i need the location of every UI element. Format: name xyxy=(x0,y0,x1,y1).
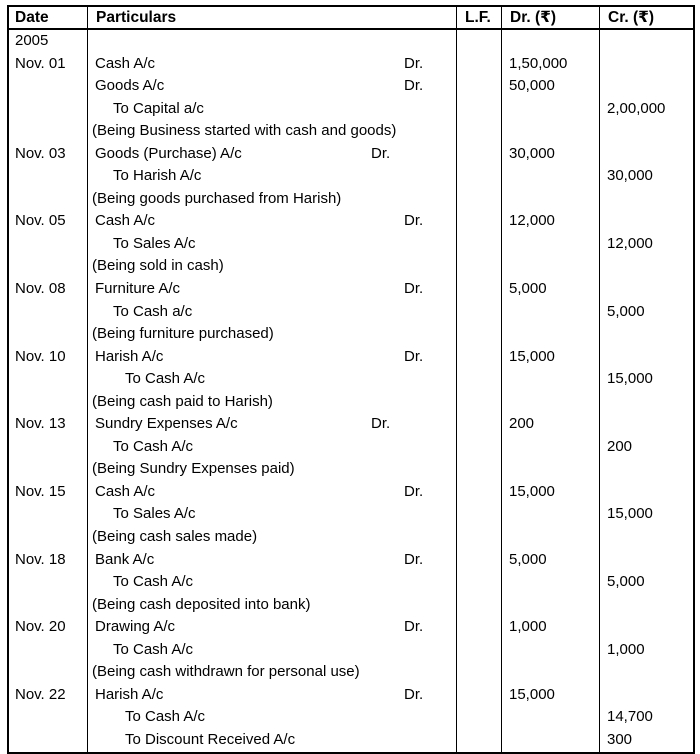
cr-amount-cell: 5,000 xyxy=(607,573,645,591)
date-cell xyxy=(9,526,88,549)
lf-cell xyxy=(457,165,502,188)
lf-cell xyxy=(457,391,502,414)
particulars-cell xyxy=(88,571,457,594)
cr-amount-cell: 15,000 xyxy=(607,505,653,523)
cr-amount-cell xyxy=(600,210,693,233)
cr-amount-cell xyxy=(600,278,693,301)
dr-amount-cell xyxy=(502,255,600,278)
date-cell xyxy=(9,368,88,391)
debit-account-text: Goods (Purchase) A/c xyxy=(95,144,242,162)
particulars-cell xyxy=(88,210,457,233)
dr-amount-cell xyxy=(502,120,600,143)
narration-text: (Being cash deposited into bank) xyxy=(92,595,311,613)
cr-amount-cell xyxy=(600,346,693,369)
particulars-cell xyxy=(88,391,457,414)
lf-cell xyxy=(457,616,502,639)
lf-cell xyxy=(457,684,502,707)
cr-amount-cell: 12,000 xyxy=(607,234,653,252)
dr-amount-cell xyxy=(502,301,600,324)
dr-amount-cell: 30,000 xyxy=(502,143,600,166)
dr-indicator: Dr. xyxy=(371,415,391,433)
col-header-particulars: Particulars xyxy=(88,7,457,30)
particulars-cell xyxy=(88,706,457,729)
debit-account-text: Cash A/c xyxy=(95,54,156,72)
credit-account-text: To Sales A/c xyxy=(113,234,196,252)
particulars-cell xyxy=(88,503,457,526)
date-cell: Nov. 05 xyxy=(9,210,88,233)
lf-cell xyxy=(457,594,502,617)
lf-cell xyxy=(457,188,502,211)
date-cell xyxy=(9,75,88,98)
dr-amount-cell: 15,000 xyxy=(502,346,600,369)
date-cell: Nov. 20 xyxy=(9,616,88,639)
cr-amount-cell xyxy=(600,255,693,278)
narration-text: (Being cash paid to Harish) xyxy=(92,392,273,410)
particulars-cell xyxy=(88,75,457,98)
particulars-cell xyxy=(88,233,457,256)
date-cell xyxy=(9,458,88,481)
lf-cell xyxy=(457,458,502,481)
dr-indicator: Dr. xyxy=(404,280,424,298)
date-cell: Nov. 22 xyxy=(9,684,88,707)
narration-text: (Being goods purchased from Harish) xyxy=(92,189,342,207)
date-cell xyxy=(9,571,88,594)
cr-amount-cell xyxy=(600,526,693,549)
particulars-cell xyxy=(88,98,457,121)
particulars-cell xyxy=(88,729,457,752)
dr-indicator: Dr. xyxy=(404,347,424,365)
lf-cell xyxy=(457,255,502,278)
date-cell xyxy=(9,661,88,684)
lf-cell xyxy=(457,30,502,53)
cr-amount-cell xyxy=(600,684,693,707)
dr-amount-cell: 5,000 xyxy=(502,549,600,572)
dr-amount-cell: 1,50,000 xyxy=(502,53,600,76)
lf-cell xyxy=(457,301,502,324)
date-cell xyxy=(9,729,88,752)
particulars-cell xyxy=(88,53,457,76)
lf-cell xyxy=(457,233,502,256)
cr-amount-cell xyxy=(600,391,693,414)
cr-amount-cell: 14,700 xyxy=(607,708,653,726)
dr-indicator: Dr. xyxy=(404,685,424,703)
debit-account-text: Goods A/c xyxy=(95,77,165,95)
col-header-dr: Dr. (₹) xyxy=(502,7,600,30)
lf-cell xyxy=(457,98,502,121)
date-cell xyxy=(9,120,88,143)
narration-text: (Being cash sales made) xyxy=(92,528,258,546)
date-cell xyxy=(9,639,88,662)
credit-account-text: To Cash A/c xyxy=(125,708,206,726)
dr-amount-cell xyxy=(502,661,600,684)
date-cell xyxy=(9,301,88,324)
cr-amount-cell xyxy=(600,53,693,76)
credit-account-text: To Cash A/c xyxy=(113,437,194,455)
particulars-cell xyxy=(88,165,457,188)
dr-amount-cell xyxy=(502,436,600,459)
cr-amount-cell: 1,000 xyxy=(607,640,645,658)
date-cell xyxy=(9,503,88,526)
cr-amount-cell xyxy=(600,30,693,53)
cr-amount-cell xyxy=(600,188,693,211)
particulars-cell xyxy=(88,436,457,459)
col-header-cr: Cr. (₹) xyxy=(600,7,693,30)
dr-indicator: Dr. xyxy=(404,618,424,636)
cr-amount-cell: 200 xyxy=(607,437,633,455)
date-cell xyxy=(9,233,88,256)
date-cell: Nov. 15 xyxy=(9,481,88,504)
lf-cell xyxy=(457,639,502,662)
debit-account-text: Sundry Expenses A/c xyxy=(95,415,238,433)
dr-indicator: Dr. xyxy=(404,54,424,72)
particulars-cell xyxy=(88,143,457,166)
dr-indicator: Dr. xyxy=(404,482,424,500)
dr-amount-cell: 15,000 xyxy=(502,684,600,707)
dr-amount-cell xyxy=(502,503,600,526)
lf-cell xyxy=(457,210,502,233)
particulars-cell xyxy=(88,661,457,684)
lf-cell xyxy=(457,278,502,301)
particulars-cell xyxy=(88,255,457,278)
narration-text: (Being cash withdrawn for personal use) xyxy=(92,663,360,681)
credit-account-text: To Discount Received A/c xyxy=(125,730,296,748)
lf-cell xyxy=(457,413,502,436)
narration-text: (Being Business started with cash and goods) xyxy=(92,122,397,140)
debit-account-text: Bank A/c xyxy=(95,550,155,568)
lf-cell xyxy=(457,143,502,166)
cr-amount-cell xyxy=(600,549,693,572)
credit-account-text: To Cash a/c xyxy=(113,302,193,320)
cr-amount-cell xyxy=(600,75,693,98)
cr-amount-cell xyxy=(600,661,693,684)
date-cell: 2005 xyxy=(9,30,88,53)
date-cell: Nov. 10 xyxy=(9,346,88,369)
dr-amount-cell: 50,000 xyxy=(502,75,600,98)
date-cell xyxy=(9,706,88,729)
lf-cell xyxy=(457,526,502,549)
date-cell xyxy=(9,391,88,414)
date-cell xyxy=(9,594,88,617)
cr-amount-cell xyxy=(600,413,693,436)
particulars-cell xyxy=(88,639,457,662)
lf-cell xyxy=(457,571,502,594)
lf-cell xyxy=(457,729,502,752)
date-cell: Nov. 08 xyxy=(9,278,88,301)
lf-cell xyxy=(457,549,502,572)
date-cell: Nov. 18 xyxy=(9,549,88,572)
particulars-cell xyxy=(88,616,457,639)
credit-account-text: To Cash A/c xyxy=(113,573,194,591)
dr-amount-cell xyxy=(502,571,600,594)
particulars-cell xyxy=(88,323,457,346)
cr-amount-cell xyxy=(600,458,693,481)
dr-amount-cell: 12,000 xyxy=(502,210,600,233)
dr-amount-cell: 200 xyxy=(502,413,600,436)
particulars-cell xyxy=(88,346,457,369)
date-cell: Nov. 03 xyxy=(9,143,88,166)
date-cell xyxy=(9,98,88,121)
lf-cell xyxy=(457,481,502,504)
lf-cell xyxy=(457,75,502,98)
lf-cell xyxy=(457,53,502,76)
dr-indicator: Dr. xyxy=(404,77,424,95)
dr-indicator: Dr. xyxy=(404,212,424,230)
lf-cell xyxy=(457,368,502,391)
dr-amount-cell: 1,000 xyxy=(502,616,600,639)
date-cell: Nov. 01 xyxy=(9,53,88,76)
dr-amount-cell xyxy=(502,526,600,549)
cr-amount-cell: 300 xyxy=(607,730,633,748)
dr-amount-cell xyxy=(502,458,600,481)
narration-text: (Being sold in cash) xyxy=(92,257,224,275)
date-cell xyxy=(9,165,88,188)
credit-account-text: To Sales A/c xyxy=(113,505,196,523)
particulars-cell xyxy=(88,594,457,617)
dr-amount-cell xyxy=(502,233,600,256)
particulars-cell xyxy=(88,684,457,707)
dr-indicator: Dr. xyxy=(404,550,424,568)
dr-amount-cell xyxy=(502,323,600,346)
particulars-cell xyxy=(88,413,457,436)
particulars-cell xyxy=(88,120,457,143)
lf-cell xyxy=(457,346,502,369)
lf-cell xyxy=(457,323,502,346)
lf-cell xyxy=(457,120,502,143)
lf-cell xyxy=(457,661,502,684)
credit-account-text: To Cash A/c xyxy=(113,640,194,658)
date-cell: Nov. 13 xyxy=(9,413,88,436)
dr-amount-cell xyxy=(502,368,600,391)
cr-amount-cell xyxy=(600,323,693,346)
particulars-cell xyxy=(88,30,457,53)
credit-account-text: To Cash A/c xyxy=(125,370,206,388)
narration-text: (Being furniture purchased) xyxy=(92,325,274,343)
dr-amount-cell: 15,000 xyxy=(502,481,600,504)
debit-account-text: Cash A/c xyxy=(95,212,156,230)
cr-amount-cell xyxy=(600,594,693,617)
date-cell xyxy=(9,436,88,459)
dr-amount-cell xyxy=(502,98,600,121)
journal-table xyxy=(7,5,695,754)
dr-amount-cell: 5,000 xyxy=(502,278,600,301)
cr-amount-cell: 30,000 xyxy=(607,167,653,185)
debit-account-text: Furniture A/c xyxy=(95,280,181,298)
cr-amount-cell xyxy=(600,120,693,143)
dr-amount-cell xyxy=(502,30,600,53)
dr-amount-cell xyxy=(502,729,600,752)
debit-account-text: Drawing A/c xyxy=(95,618,176,636)
debit-account-text: Cash A/c xyxy=(95,482,156,500)
dr-amount-cell xyxy=(502,594,600,617)
lf-cell xyxy=(457,503,502,526)
particulars-cell xyxy=(88,526,457,549)
narration-text: (Being Sundry Expenses paid) xyxy=(92,460,295,478)
particulars-cell xyxy=(88,368,457,391)
date-cell xyxy=(9,188,88,211)
debit-account-text: Harish A/c xyxy=(95,685,164,703)
journal-header-row xyxy=(9,7,693,30)
particulars-cell xyxy=(88,301,457,324)
dr-indicator: Dr. xyxy=(371,144,391,162)
cr-amount-cell: 15,000 xyxy=(607,370,653,388)
particulars-cell xyxy=(88,458,457,481)
credit-account-text: To Capital a/c xyxy=(113,99,204,117)
debit-account-text: Harish A/c xyxy=(95,347,164,365)
dr-amount-cell xyxy=(502,188,600,211)
lf-cell xyxy=(457,436,502,459)
cr-amount-cell xyxy=(600,616,693,639)
dr-amount-cell xyxy=(502,391,600,414)
dr-amount-cell xyxy=(502,706,600,729)
dr-amount-cell xyxy=(502,639,600,662)
date-cell xyxy=(9,255,88,278)
particulars-cell xyxy=(88,188,457,211)
dr-amount-cell xyxy=(502,165,600,188)
cr-amount-cell xyxy=(600,481,693,504)
particulars-cell xyxy=(88,549,457,572)
particulars-cell xyxy=(88,278,457,301)
col-header-date: Date xyxy=(9,7,88,30)
particulars-cell xyxy=(88,481,457,504)
credit-account-text: To Harish A/c xyxy=(113,167,202,185)
date-cell xyxy=(9,323,88,346)
cr-amount-cell: 5,000 xyxy=(607,302,645,320)
cr-amount-cell: 2,00,000 xyxy=(607,99,666,117)
journal-rows xyxy=(9,30,693,752)
lf-cell xyxy=(457,706,502,729)
cr-amount-cell xyxy=(600,143,693,166)
col-header-lf: L.F. xyxy=(457,7,502,30)
